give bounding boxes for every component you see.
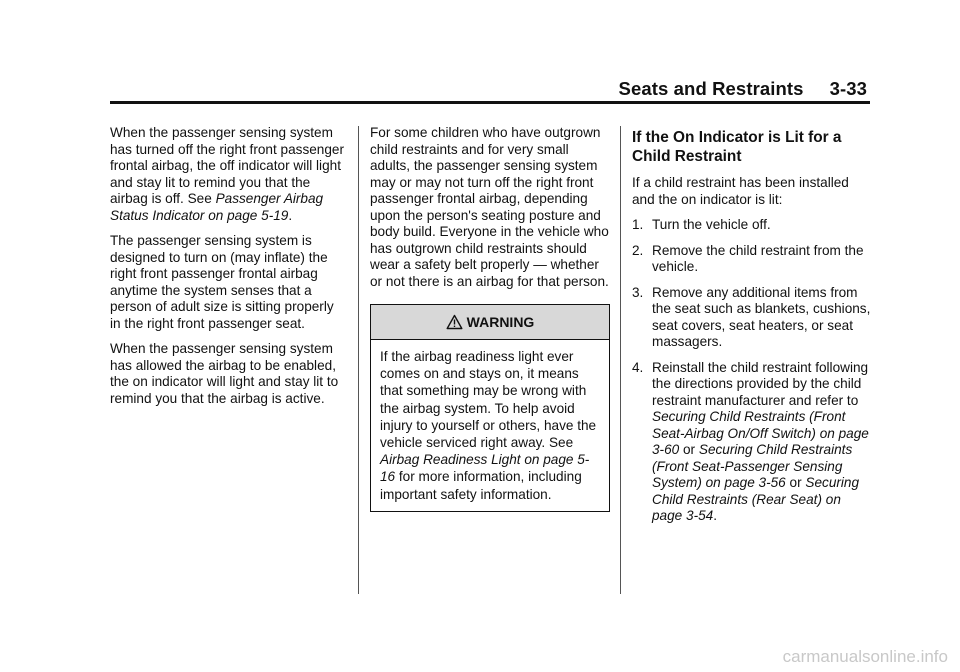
cross-reference-link[interactable]: Securing Child Restraints (Front Seat-Passenger Sensing System) on page 3-56 <box>652 442 853 490</box>
paragraph-text: When the passenger sensing system has turned off the right front passenger frontal airbag, the off indicator will light and stay lit to remind you that the airbag is off. <box>110 125 345 206</box>
warning-text: If the airbag readiness light ever comes on and stays on, it means that something may be wrong with the airbag system. To help avoid injury to yourself or others, have the vehicle serviced right away. See <box>380 349 597 451</box>
step-text: Turn the vehicle off. <box>652 217 771 232</box>
section-title: Seats and Restraints <box>618 78 804 99</box>
column-1 <box>110 125 346 416</box>
step-number: 3. <box>632 284 644 300</box>
list-item <box>632 360 872 525</box>
step-number: 1. <box>632 217 644 232</box>
warning-title: WARNING <box>466 313 535 330</box>
or-label: or <box>683 442 696 457</box>
warning-header <box>371 305 609 340</box>
step-text <box>652 360 872 525</box>
watermark: carmanualsonline.info <box>782 647 948 666</box>
page-header <box>110 78 867 100</box>
section-heading: If the On Indicator is Lit for a Child Restraint <box>632 129 842 165</box>
or-label: or <box>789 475 802 490</box>
warning-triangle-icon <box>446 314 463 330</box>
period: . <box>713 508 718 523</box>
column-divider-1 <box>358 126 359 594</box>
paragraph: For some children who have outgrown child restraints and for very small adults, the passenger sensing system may or may not turn off the right front passenger frontal airbag, depending upon the person's seating posture and body build. Everyone in the vehicle who has outgrown child restraints should wear a safety belt properly — whether or not there is an airbag for that person. <box>370 125 609 289</box>
steps-list <box>632 217 872 525</box>
warning-body <box>371 340 609 511</box>
paragraph: If a child restraint has been installed and the on indicator is lit: <box>632 175 849 207</box>
see-label: See <box>187 191 212 206</box>
list-item <box>632 243 872 276</box>
warning-text: for more information, including important safety information. <box>380 469 582 502</box>
column-divider-2 <box>620 126 621 594</box>
warning-box <box>370 304 610 512</box>
cross-reference-link[interactable]: Airbag Readiness Light on page 5-16 <box>380 452 590 485</box>
list-item <box>632 217 872 234</box>
step-text: Remove the child restraint from the vehicle. <box>652 242 864 274</box>
paragraph: When the passenger sensing system has allowed the airbag to be enabled, the on indicator will light and stay lit to remind you that the airbag is active. <box>110 341 339 406</box>
column-3 <box>632 125 872 534</box>
step-text: Remove any additional items from the seat such as blankets, cushions, seat covers, seat heaters, or seat massagers. <box>652 284 871 349</box>
cross-reference-link[interactable]: Securing Child Restraints (Rear Seat) on page 3-54 <box>652 475 860 523</box>
paragraph <box>110 125 346 224</box>
paragraph: The passenger sensing system is designed to turn on (may inflate) the right front passenger frontal airbag anytime the system senses that a person of adult size is sitting properly in the right front passenger seat. <box>110 233 334 331</box>
page-number: 3-33 <box>829 78 867 99</box>
step-text-main: Reinstall the child restraint following the directions provided by the child restraint manufacturer and refer to <box>652 359 869 408</box>
list-item <box>632 285 872 351</box>
period: . <box>288 207 293 223</box>
header-rule <box>110 101 870 104</box>
cross-reference-link[interactable]: Securing Child Restraints (Front Seat-Airbag On/Off Switch) on page 3-60 <box>652 409 869 457</box>
cross-reference-link[interactable]: Passenger Airbag Status Indicator on page 5-19 <box>110 191 324 223</box>
step-number: 2. <box>632 242 644 258</box>
step-number: 4. <box>632 359 644 375</box>
column-2 <box>370 125 610 512</box>
